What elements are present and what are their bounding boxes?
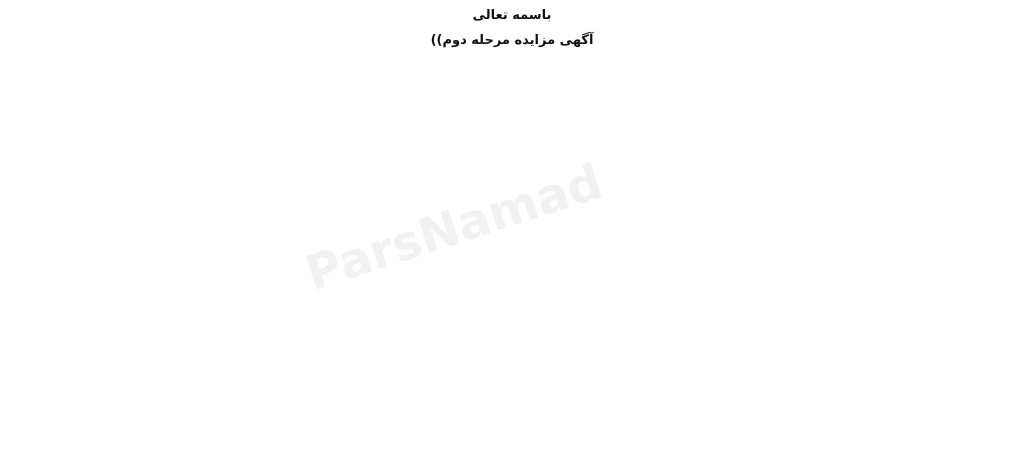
doc-title: باسمه تعالی (472, 8, 552, 23)
watermark-logo: ParsNamad (298, 153, 609, 303)
doc-subtitle: آگهی مزایده مرحله دوم)) (430, 33, 594, 48)
